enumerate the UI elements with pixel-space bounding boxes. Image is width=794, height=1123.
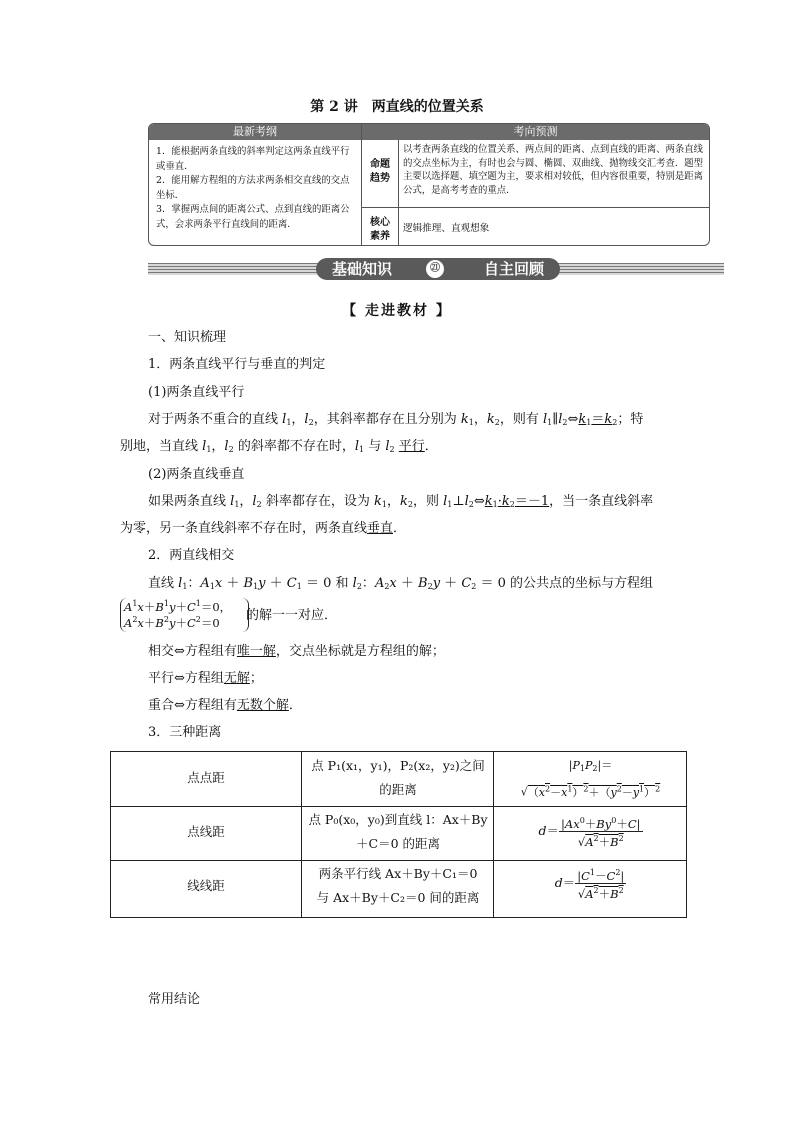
- unique-solution-line: [148, 642, 445, 662]
- equation-1: $A^1x+B^1y+C^1=0$，: [124, 599, 232, 614]
- distance-table: [110, 751, 687, 918]
- heading-2: 2．两直线相交: [148, 548, 235, 563]
- core-label: 核心 素养: [370, 217, 390, 242]
- core-text: 逻辑推理、直观想象: [403, 223, 490, 234]
- desc-line: 两条平行线 Ax＋By＋C₁＝0: [318, 866, 478, 881]
- banner-badge-icon: ㉑: [426, 260, 444, 278]
- banner-pill: [316, 258, 560, 280]
- parallel-prefix: 平行⇔方程组: [148, 671, 224, 686]
- forecast-header: 考向预测: [362, 124, 709, 140]
- unique-prefix: 相交⇔方程组有: [148, 644, 237, 659]
- desc-line: 的距离: [379, 782, 417, 797]
- row-divider: [111, 860, 686, 861]
- coincide-prefix: 重合⇔方程组有: [148, 698, 237, 713]
- table-row-name: 线线距: [187, 878, 225, 893]
- divider: [398, 140, 399, 245]
- distance-formula-3: d＝ $\frac{|C^1-C^2|}{√A^2+B^2}$: [554, 868, 625, 901]
- outline-list: [156, 145, 356, 232]
- heading-1a: (1)两条直线平行: [148, 385, 245, 400]
- outline-header: 最新考纲: [149, 124, 361, 140]
- parallel-word: 无解: [223, 671, 250, 686]
- desc-line: ＋C＝0 的距离: [356, 836, 440, 851]
- table-row-name: 点点距: [187, 770, 225, 785]
- outline-item: 1．能根据两条直线的斜率判定这两条直线平行或垂直．: [156, 146, 350, 172]
- table-row-name: 点线距: [187, 824, 225, 839]
- heading-3: 3．三种距离: [148, 725, 222, 740]
- column-divider: [301, 752, 302, 917]
- heading-1b: (2)两条直线垂直: [148, 467, 245, 482]
- column-divider: [493, 752, 494, 917]
- outline-heading: 一、知识梳理: [148, 330, 227, 345]
- banner-right-text: 自主回顾: [483, 260, 544, 278]
- coincide-tail: ．: [288, 698, 302, 713]
- parallel-rule-line1: 对于两条不重合的直线 $l_1$，$l_2$，其斜率都存在且分别为 $k_1$，$k_2$，则有 $l_1\parallel l_2\Leftrightarrow k_1=k_2$；特: [148, 412, 644, 427]
- page-title: 第 2 讲 两直线的位置关系: [310, 99, 484, 115]
- section-banner: [148, 258, 724, 280]
- trend-text: 以考查两条直线的位置关系、两点间的距离、点到直线的距离、两条直线的交点坐标为主，有时也会与圆、椭圆、双曲线、抛物线交汇考查．题型主要以选择题、填空题为主，要求相对较低，但内容很重要，特别是距离公式，是高考考查的重点．: [403, 144, 704, 196]
- equation-2: $A^2x+B^2y+C^2=0$: [124, 615, 220, 630]
- exam-summary-table: [148, 123, 710, 246]
- outline-item: 2．能用解方程组的方法求两条相交直线的交点坐标．: [156, 175, 350, 201]
- outline-item: 3．掌握两点间的距离公式、点到直线的距离公式，会求两条平行直线间的距离．: [156, 204, 350, 230]
- unique-word: 唯一解: [236, 644, 276, 659]
- banner-left-text: 基础知识: [332, 260, 393, 278]
- desc-line: 点 P₀(x₀，y₀)到直线 l：Ax＋By: [308, 812, 488, 827]
- parallel-rule-line2: 别地，当直线 $l_1$，$l_2$ 的斜率都不存在时，$l_1$ 与 $l_2$ 平行．: [120, 439, 438, 454]
- correspondence-text: 的解一一对应．: [246, 608, 338, 623]
- equation-system: [120, 598, 250, 634]
- table-row-desc: [303, 862, 493, 910]
- coincide-word: 无数个解: [236, 698, 289, 713]
- no-solution-line: [148, 669, 263, 689]
- desc-line: 点 P₁(x₁，y₁)，P₂(x₂，y₂)之间: [311, 758, 485, 773]
- heading-1: 1．两条直线平行与垂直的判定: [148, 357, 326, 372]
- perp-rule-line2: 为零，另一条直线斜率不存在时，两条直线垂直．: [120, 521, 407, 536]
- divider: [362, 207, 709, 208]
- divider: [361, 124, 362, 245]
- intersect-line: 直线 $l_1$：$A_1x + B_1y + C_1 = 0$ 和 $l_2$：$A_2x + B_2y + C_2 = 0$ 的公共点的坐标与方程组: [148, 576, 654, 591]
- parallel-tail: ；: [249, 671, 263, 686]
- distance-formula-1: $|P_1P_2|=$ $√(x^2-x^1)^2+(y^2-y^1)^2$: [520, 759, 661, 799]
- section-title: 【 走进教材 】: [342, 303, 452, 319]
- common-conclusions-label: 常用结论: [148, 992, 201, 1007]
- row-divider: [111, 806, 686, 807]
- trend-label: 命题 趋势: [370, 159, 390, 184]
- unique-tail: ，交点坐标就是方程组的解；: [275, 644, 445, 659]
- table-row-desc: [303, 754, 493, 802]
- table-row-desc: [303, 808, 493, 856]
- distance-formula-2: d＝ $\frac{|Ax^0+By^0+C|}{√A^2+B^2}$: [538, 816, 641, 849]
- desc-line: 与 Ax＋By＋C₂＝0 间的距离: [316, 890, 480, 905]
- infinite-solution-line: [148, 696, 302, 716]
- perp-rule-line1: 如果两条直线 $l_1$，$l_2$ 斜率都存在，设为 $k_1$，$k_2$，则 $l_1\perp l_2\Leftrightarrow k_1\cdot k_2=-1$，当一条直线斜率: [148, 494, 654, 509]
